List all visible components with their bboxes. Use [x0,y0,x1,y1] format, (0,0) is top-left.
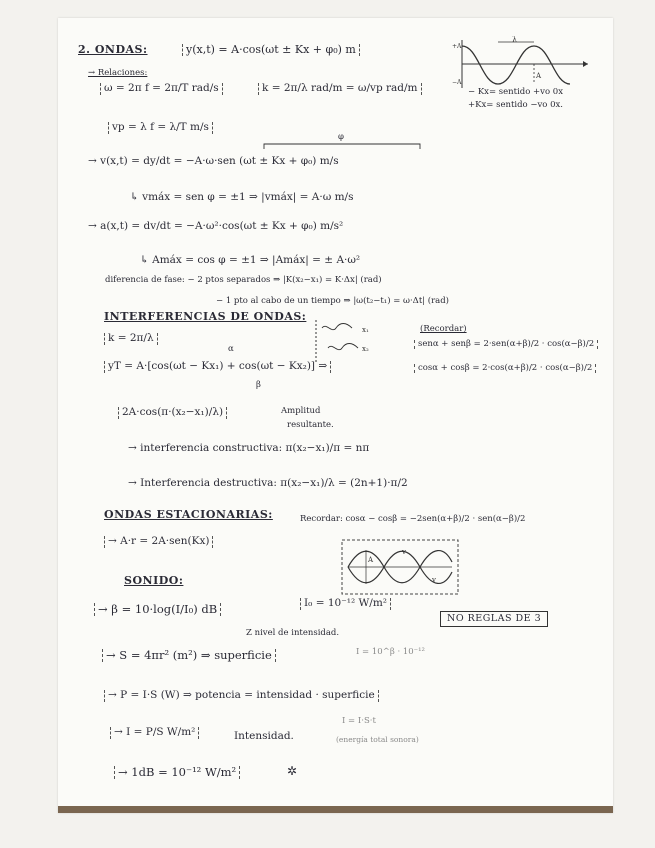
vmax-equation: ↳ vmáx = sen φ = ±1 ⇒ |vmáx| = A·ω m/s [130,191,354,203]
svg-text:x₁: x₁ [362,326,369,334]
direction-positive: − Kx= sentido +vo 0x [468,87,563,97]
source-diagram [312,318,392,366]
sonido-title: SONIDO: [124,574,184,587]
svg-text:−A: −A [452,79,462,86]
amplitude-label: Amplitud [281,406,321,416]
vp-relation: vp = λ f = λ/T m/s [108,122,213,134]
decibel-equation: → 1dB = 10⁻¹² W/m² [114,766,240,779]
sum-sine-identity: senα + senβ = 2·sen(α+β)/2 · cos(α−β)/2 [414,340,598,349]
omega-relation: ω = 2π f = 2π/T rad/s [100,83,223,95]
relaciones-label: → Relaciones: [88,68,148,78]
interferencia-title: INTERFERENCIAS DE ONDAS: [104,310,307,323]
wave-diagram [452,36,592,92]
surface-equation: → S = 4πr² (m²) ⇒ superficie [102,649,276,662]
svg-text:λ: λ [512,36,518,44]
total-displacement: yT = A·[cos(ωt − Kx₁) + cos(ωt − Kx₂)] ⇒ [104,361,331,373]
beta-brace-label: β [256,380,261,390]
recordar-cosine-difference: Recordar: cosα − cosβ = −2sen(α+β)/2 · sen(α−β)/2 [300,514,526,524]
section-title: 2. ONDAS: [78,43,148,56]
amax-equation: ↳ Amáx = cos φ = ±1 ⇒ |Amáx| = ± A·ω² [140,254,361,266]
star-mark: ✲ [287,764,298,778]
k-relation: k = 2π/λ rad/m = ω/vp rad/m [258,83,422,95]
svg-text:A: A [368,556,374,564]
wave-equation: y(x,t) = A·cos(ωt ± Kx + φ₀) m [182,44,360,56]
svg-text:A: A [536,72,542,80]
phase-difference-temporal: − 1 pto al cabo de un tiempo ⇒ |ω(t₂−t₁) = ω·Δt| (rad) [216,296,449,306]
velocity-equation: → v(x,t) = dy/dt = −A·ω·sen (ωt ± Kx + φ₀) m/s [88,155,339,167]
svg-text:x₂: x₂ [362,345,369,353]
phi-brace-label: φ [338,132,344,142]
note-box: NO REGLAS DE 3 [440,611,548,627]
sum-cosine-identity: cosα + cosβ = 2·cos(α+β)/2 · cos(α−β)/2 [414,364,596,373]
amplitude-equation: 2A·cos(π·(x₂−x₁)/λ) [118,407,227,419]
power-equation: → P = I·S (W) ⇒ potencia = intensidad · superficie [104,690,379,702]
phi-brace [262,142,422,150]
sound-level-equation: → β = 10·log(I/I₀) dB [94,603,221,616]
acceleration-equation: → a(x,t) = dv/dt = −A·ω²·cos(ωt ± Kx + φ₀) m/s² [88,220,344,232]
page-bottom-edge [58,806,613,813]
pencil-energy-note: (energía total sonora) [336,735,419,744]
reference-intensity: I₀ = 10⁻¹² W/m² [300,598,391,610]
intensity-equation: → I = P/S W/m² [110,727,199,739]
recordar-label: (Recordar) [420,324,467,334]
amplitude-label-2: resultante. [287,420,334,430]
standing-amplitude: → A·r = 2A·sen(Kx) [104,536,213,548]
constructive-interference: → interferencia constructiva: π(x₂−x₁)/π = nπ [128,442,370,454]
standing-wave-diagram [340,538,460,596]
k-equation: k = 2π/λ [104,333,158,345]
svg-text:v: v [432,576,436,584]
pencil-energy-equation: I = I·S·t [342,716,376,726]
alpha-brace-label: α [228,344,234,354]
direction-negative: +Kx= sentido −vo 0x. [468,100,563,110]
ondas-estacionarias-title: ONDAS ESTACIONARIAS: [104,508,273,521]
phase-difference-spatial: diferencia de fase: − 2 ptos separados ⇒ |K(x₂−x₁) = K·Δx| (rad) [105,275,382,285]
svg-text:+A: +A [452,43,462,50]
destructive-interference: → Interferencia destructiva: π(x₂−x₁)/λ = (2n+1)·π/2 [128,477,408,489]
intensity-level-label: Z nivel de intensidad. [246,628,340,638]
svg-text:v: v [402,548,406,556]
intensity-label: Intensidad. [234,730,294,742]
pencil-intensity-note: I = 10^β · 10⁻¹² [356,647,425,657]
